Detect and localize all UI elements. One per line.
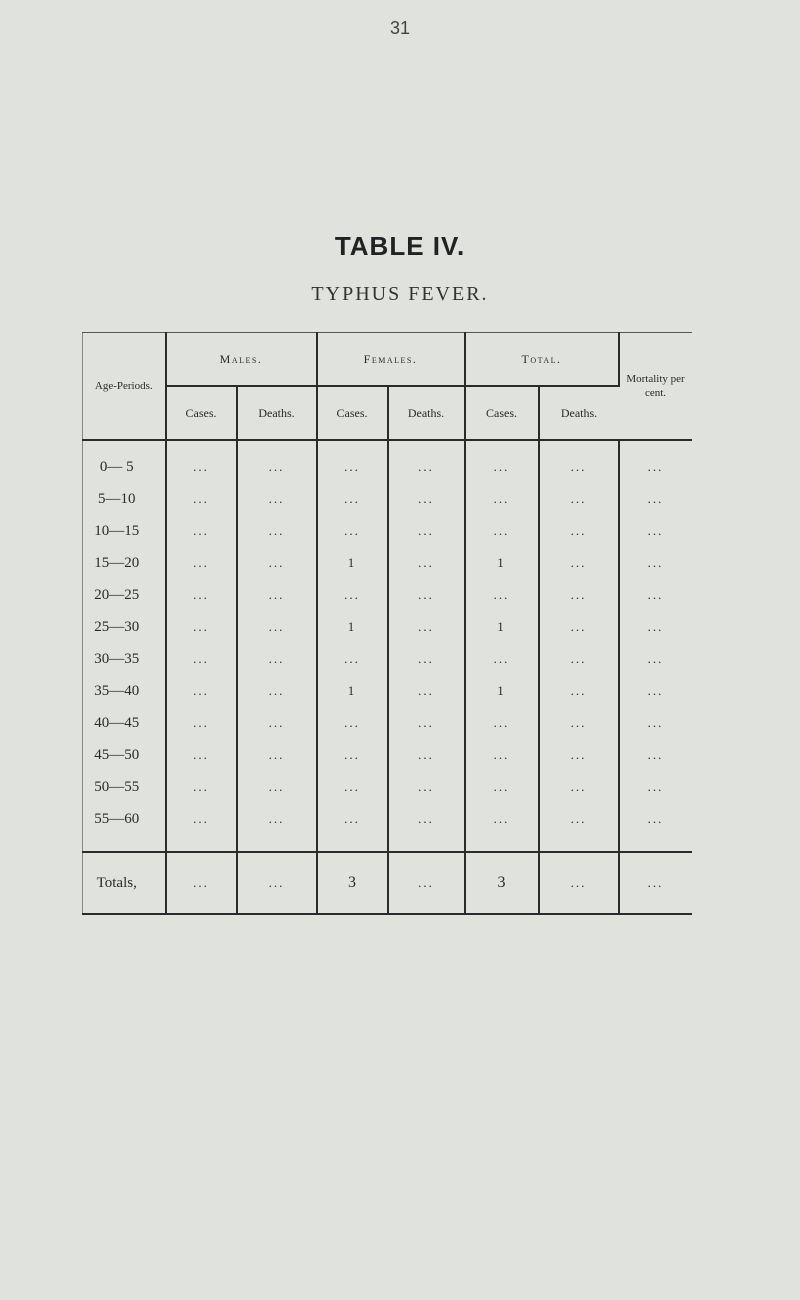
total-cases-cell: ... xyxy=(465,579,539,611)
table-row xyxy=(83,803,692,835)
females-deaths-cell: ... xyxy=(388,771,465,803)
mortality-cell: ... xyxy=(647,811,664,826)
males-deaths-cell: ... xyxy=(237,739,317,771)
males-deaths-cell: ... xyxy=(237,611,317,643)
totals-total-deaths-cell: ... xyxy=(539,852,619,914)
spacer-row xyxy=(83,835,692,852)
males-deaths-cell: ... xyxy=(237,515,317,547)
table-row xyxy=(83,675,692,707)
total-deaths-cell: ... xyxy=(539,771,619,803)
age-period-cell: 0— 5 xyxy=(83,440,166,483)
males-deaths-cell: ... xyxy=(237,643,317,675)
total-deaths-cell: ... xyxy=(539,739,619,771)
total-cases-cell: ... xyxy=(465,707,539,739)
males-cases-cell: ... xyxy=(166,547,237,579)
females-deaths-cell: ... xyxy=(388,579,465,611)
mortality-cell: ... xyxy=(647,555,664,570)
females-deaths-cell: ... xyxy=(388,547,465,579)
totals-row xyxy=(83,852,692,914)
males-cases-cell: ... xyxy=(166,440,237,483)
females-deaths-cell: ... xyxy=(388,707,465,739)
total-cases-cell: ... xyxy=(465,515,539,547)
mortality-cell: ... xyxy=(647,715,664,730)
total-deaths-cell: ... xyxy=(539,547,619,579)
table-row xyxy=(83,707,692,739)
females-deaths-cell: ... xyxy=(388,803,465,835)
age-period-cell: 25—30 xyxy=(83,611,166,643)
age-period-cell: 5—10 xyxy=(83,483,166,515)
age-period-cell: 15—20 xyxy=(83,547,166,579)
totals-males-cases-cell: ... xyxy=(166,852,237,914)
total-cases-cell: ... xyxy=(465,440,539,483)
header-males-cases: Cases. xyxy=(166,386,237,440)
mortality-cell: ... xyxy=(647,491,664,506)
total-deaths-cell: ... xyxy=(539,707,619,739)
total-cases-cell: 1 xyxy=(465,547,539,579)
table-row xyxy=(83,483,692,515)
totals-males-deaths-cell: ... xyxy=(237,852,317,914)
spacer-cell xyxy=(83,835,166,852)
page-number: 31 xyxy=(389,18,411,38)
males-deaths-cell: ... xyxy=(237,579,317,611)
males-cases-cell: ... xyxy=(166,579,237,611)
table-row xyxy=(83,643,692,675)
males-cases-cell: ... xyxy=(166,515,237,547)
age-period-cell: 45—50 xyxy=(83,739,166,771)
females-deaths-cell: ... xyxy=(388,643,465,675)
males-cases-cell: ... xyxy=(166,803,237,835)
totals-females-deaths-cell: ... xyxy=(388,852,465,914)
females-deaths-cell: ... xyxy=(388,611,465,643)
mortality-cell: ... xyxy=(647,651,664,666)
header-age-periods: Age-Periods. xyxy=(83,333,166,441)
header-total-deaths: Deaths. xyxy=(539,386,619,440)
table-row xyxy=(83,547,692,579)
females-cases-cell: ... xyxy=(317,579,388,611)
mortality-cell: ... xyxy=(647,587,664,602)
table-subtitle: TYPHUS FEVER. xyxy=(311,283,489,305)
total-deaths-cell: ... xyxy=(539,515,619,547)
total-cases-cell: ... xyxy=(465,643,539,675)
females-deaths-cell: ... xyxy=(388,675,465,707)
males-deaths-cell: ... xyxy=(237,803,317,835)
females-cases-cell: ... xyxy=(317,803,388,835)
table-row xyxy=(83,739,692,771)
males-cases-cell: ... xyxy=(166,707,237,739)
age-period-cell: 40—45 xyxy=(83,707,166,739)
females-cases-cell: 1 xyxy=(317,611,388,643)
totals-females-cases-cell: 3 xyxy=(317,852,388,914)
females-deaths-cell: ... xyxy=(388,739,465,771)
total-deaths-cell: ... xyxy=(539,579,619,611)
females-cases-cell: ... xyxy=(317,771,388,803)
header-total-cases: Cases. xyxy=(465,386,539,440)
mortality-cell: ... xyxy=(647,683,664,698)
mortality-cell: ... xyxy=(647,619,664,634)
table-row xyxy=(83,515,692,547)
males-deaths-cell: ... xyxy=(237,440,317,483)
males-cases-cell: ... xyxy=(166,611,237,643)
totals-mortality-cell: ... xyxy=(619,852,692,914)
females-cases-cell: ... xyxy=(317,643,388,675)
males-deaths-cell: ... xyxy=(237,483,317,515)
females-cases-cell: 1 xyxy=(317,547,388,579)
spacer-cell xyxy=(166,835,237,852)
total-cases-cell: ... xyxy=(465,739,539,771)
totals-label: Totals, xyxy=(83,852,166,914)
header-total: Total. xyxy=(465,333,619,387)
total-deaths-cell: ... xyxy=(539,643,619,675)
males-cases-cell: ... xyxy=(166,771,237,803)
females-deaths-cell: ... xyxy=(388,515,465,547)
females-deaths-cell: ... xyxy=(388,483,465,515)
age-period-cell: 30—35 xyxy=(83,643,166,675)
males-cases-cell: ... xyxy=(166,675,237,707)
spacer-cell xyxy=(539,835,619,852)
age-period-cell: 20—25 xyxy=(83,579,166,611)
females-cases-cell: ... xyxy=(317,707,388,739)
total-cases-cell: 1 xyxy=(465,675,539,707)
header-males: Males. xyxy=(166,333,317,387)
spacer-cell xyxy=(237,835,317,852)
spacer-cell xyxy=(388,835,465,852)
females-cases-cell: ... xyxy=(317,515,388,547)
females-deaths-cell: ... xyxy=(388,440,465,483)
total-cases-cell: ... xyxy=(465,803,539,835)
females-cases-cell: ... xyxy=(317,483,388,515)
header-females: Females. xyxy=(317,333,465,387)
mortality-cell: ... xyxy=(647,459,664,474)
males-deaths-cell: ... xyxy=(237,771,317,803)
header-females-deaths: Deaths. xyxy=(388,386,465,440)
males-cases-cell: ... xyxy=(166,739,237,771)
total-deaths-cell: ... xyxy=(539,803,619,835)
males-deaths-cell: ... xyxy=(237,675,317,707)
header-males-deaths: Deaths. xyxy=(237,386,317,440)
total-deaths-cell: ... xyxy=(539,611,619,643)
table-row xyxy=(83,771,692,803)
males-cases-cell: ... xyxy=(166,483,237,515)
total-cases-cell: ... xyxy=(465,483,539,515)
table-body xyxy=(83,440,692,914)
age-period-cell: 55—60 xyxy=(83,803,166,835)
age-period-cell: 50—55 xyxy=(83,771,166,803)
males-cases-cell: ... xyxy=(166,643,237,675)
females-cases-cell: ... xyxy=(317,739,388,771)
table-title: TABLE IV. xyxy=(334,231,466,261)
spacer-cell xyxy=(465,835,539,852)
spacer-cell xyxy=(619,835,692,852)
table-row xyxy=(83,611,692,643)
spacer-cell xyxy=(317,835,388,852)
table-row xyxy=(83,579,692,611)
age-period-cell: 10—15 xyxy=(83,515,166,547)
mortality-cell: ... xyxy=(647,747,664,762)
mortality-cell: ... xyxy=(647,523,664,538)
mortality-cell: ... xyxy=(647,779,664,794)
total-cases-cell: ... xyxy=(465,771,539,803)
total-deaths-cell: ... xyxy=(539,440,619,483)
females-cases-cell: ... xyxy=(317,440,388,483)
total-cases-cell: 1 xyxy=(465,611,539,643)
total-deaths-cell: ... xyxy=(539,483,619,515)
typhus-fever-table xyxy=(82,332,692,915)
age-period-cell: 35—40 xyxy=(83,675,166,707)
females-cases-cell: 1 xyxy=(317,675,388,707)
totals-total-cases-cell: 3 xyxy=(465,852,539,914)
table-row xyxy=(83,440,692,483)
header-females-cases: Cases. xyxy=(317,386,388,440)
total-deaths-cell: ... xyxy=(539,675,619,707)
males-deaths-cell: ... xyxy=(237,547,317,579)
header-mortality: Mortality per cent. xyxy=(619,333,692,441)
males-deaths-cell: ... xyxy=(237,707,317,739)
